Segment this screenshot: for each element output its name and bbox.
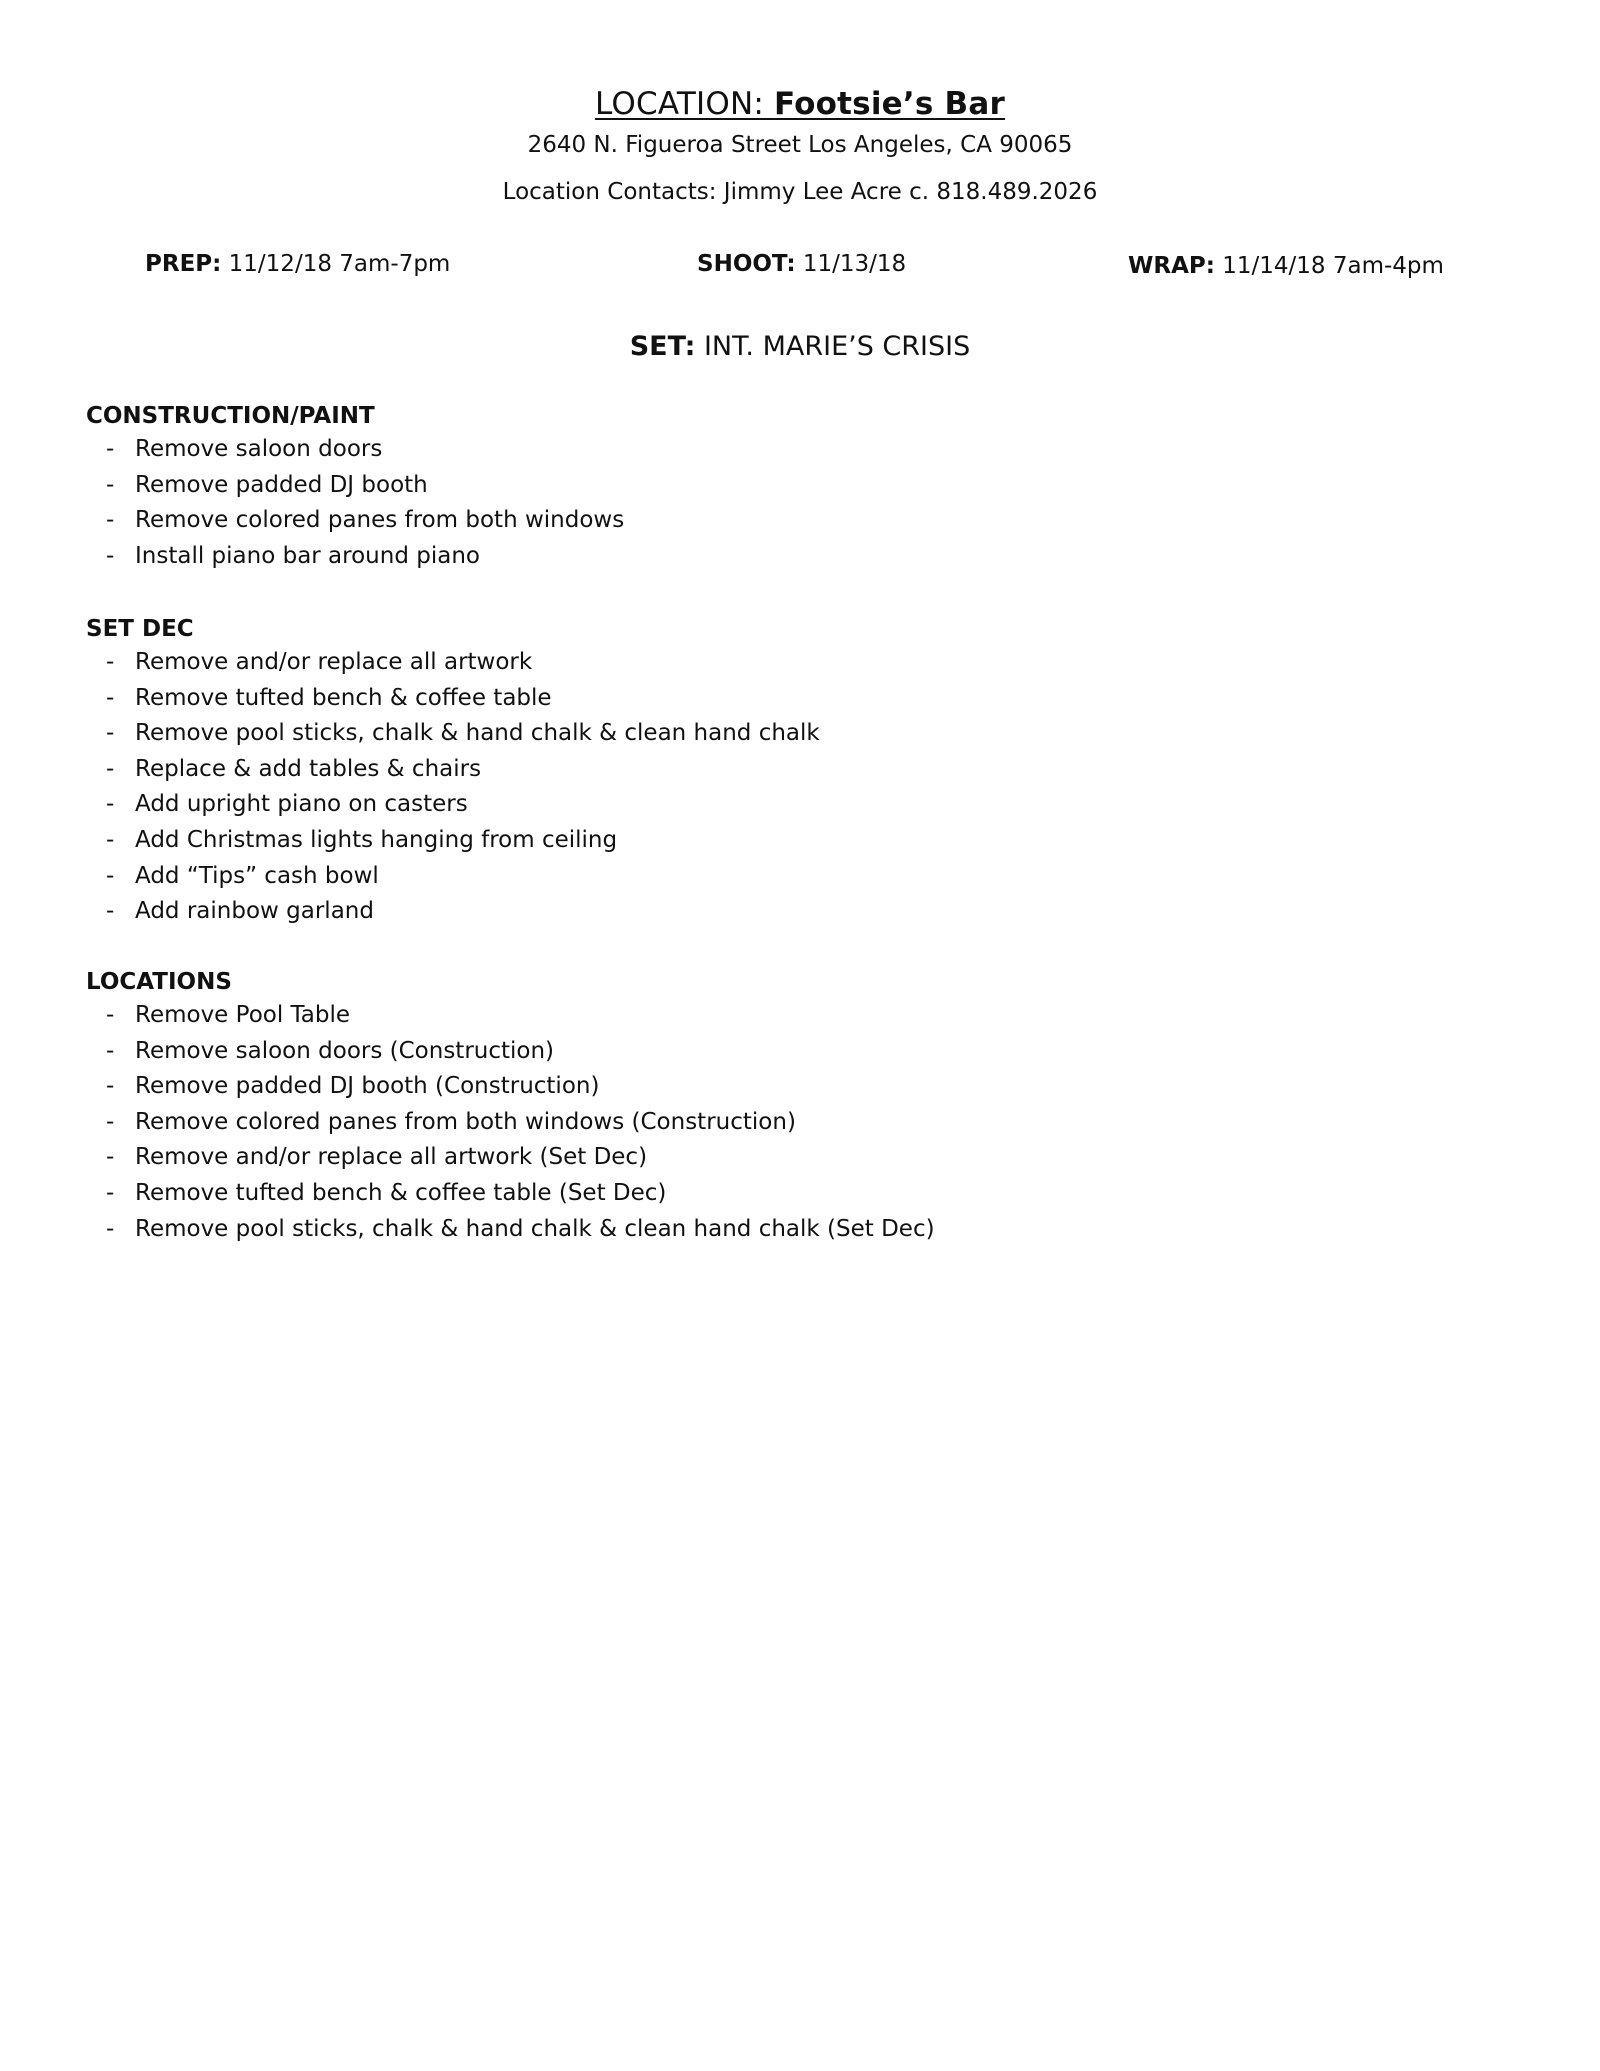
schedule-shoot <box>697 251 906 277</box>
bullet-dash: - <box>106 1215 115 1242</box>
bullet-dash: - <box>106 826 115 853</box>
list-item <box>86 1175 1486 1211</box>
shoot-label: SHOOT: <box>697 251 796 277</box>
location-name: Footsie’s Bar <box>774 86 1005 122</box>
bullet-dash: - <box>106 1073 115 1100</box>
set-label: SET: <box>629 331 696 362</box>
list-item-text: Remove Pool Table <box>135 1002 351 1028</box>
list-item <box>86 1068 1486 1104</box>
list-item <box>86 680 1486 716</box>
list-item <box>86 644 1486 680</box>
list-item-text: Remove padded DJ booth (Construction) <box>135 1073 600 1100</box>
list-item-text: Install piano bar around piano <box>135 542 480 569</box>
list-item <box>86 538 1486 574</box>
location-contacts: Location Contacts: Jimmy Lee Acre c. 818.489.2026 <box>502 179 1098 205</box>
list-item <box>86 1033 1486 1069</box>
bullet-dash: - <box>106 649 115 675</box>
bullet-dash: - <box>106 1179 115 1206</box>
task-list <box>86 997 1486 1246</box>
list-item <box>86 1104 1486 1140</box>
list-item <box>86 502 1486 538</box>
wrap-value: 11/14/18 7am-4pm <box>1222 253 1444 279</box>
list-item <box>86 997 1486 1033</box>
list-item-text: Remove colored panes from both windows <box>135 507 625 534</box>
bullet-dash: - <box>106 898 115 925</box>
shoot-value: 11/13/18 <box>802 251 907 277</box>
schedule-prep <box>145 251 450 277</box>
list-item-text: Remove saloon doors <box>135 436 383 462</box>
bullet-dash: - <box>106 1144 115 1171</box>
bullet-dash: - <box>106 1002 115 1028</box>
list-item-text: Remove padded DJ booth <box>135 471 428 498</box>
list-item-text: Remove and/or replace all artwork <box>135 649 533 675</box>
list-item-text: Remove pool sticks, chalk & hand chalk & clean hand chalk (Set Dec) <box>135 1215 935 1242</box>
prep-label: PREP: <box>145 251 222 277</box>
bullet-dash: - <box>106 542 115 569</box>
bullet-dash: - <box>106 755 115 782</box>
bullet-dash: - <box>106 1108 115 1135</box>
bullet-dash: - <box>106 720 115 747</box>
list-item-text: Remove tufted bench & coffee table (Set Dec) <box>135 1179 667 1206</box>
list-item-text: Remove pool sticks, chalk & hand chalk & clean hand chalk <box>135 720 820 747</box>
list-item-text: Replace & add tables & chairs <box>135 755 482 782</box>
list-item <box>86 467 1486 503</box>
list-item-text: Add rainbow garland <box>135 898 374 925</box>
bullet-dash: - <box>106 684 115 711</box>
list-item <box>86 822 1486 858</box>
location-title-underlined <box>595 86 1005 122</box>
list-item-text: Remove and/or replace all artwork (Set Dec) <box>135 1144 648 1171</box>
list-item <box>86 858 1486 894</box>
bullet-dash: - <box>106 436 115 462</box>
list-item <box>86 786 1486 822</box>
list-item-text: Add upright piano on casters <box>135 791 468 818</box>
wrap-label: WRAP: <box>1128 253 1215 279</box>
list-item-text: Add Christmas lights hanging from ceiling <box>135 826 618 853</box>
schedule-wrap <box>1128 253 1444 279</box>
section-title: SET DEC <box>86 616 194 642</box>
bullet-dash: - <box>106 1037 115 1064</box>
list-item <box>86 893 1486 929</box>
set-heading <box>0 331 1600 362</box>
list-item <box>86 715 1486 751</box>
set-value: INT. MARIE’S CRISIS <box>703 331 971 362</box>
list-item-text: Add “Tips” cash bowl <box>135 862 379 889</box>
list-item <box>86 751 1486 787</box>
list-item-text: Remove saloon doors (Construction) <box>135 1037 555 1064</box>
bullet-dash: - <box>106 471 115 498</box>
list-item-text: Remove tufted bench & coffee table <box>135 684 552 711</box>
task-list <box>86 431 1486 573</box>
list-item-text: Remove colored panes from both windows (Construction) <box>135 1108 796 1135</box>
section-locations <box>86 967 1486 1246</box>
location-title <box>0 86 1600 122</box>
list-item <box>86 431 1486 467</box>
bullet-dash: - <box>106 791 115 818</box>
section-set-dec <box>86 614 1486 929</box>
list-item <box>86 1139 1486 1175</box>
location-prefix: LOCATION: <box>595 86 764 122</box>
section-title: LOCATIONS <box>86 969 232 995</box>
section-title: CONSTRUCTION/PAINT <box>86 403 375 429</box>
section-construction-paint <box>86 401 1486 573</box>
location-address: 2640 N. Figueroa Street Los Angeles, CA 90065 <box>527 132 1073 158</box>
task-list <box>86 644 1486 929</box>
list-item <box>86 1211 1486 1247</box>
prep-value: 11/12/18 7am-7pm <box>228 251 451 277</box>
bullet-dash: - <box>106 507 115 534</box>
bullet-dash: - <box>106 862 115 889</box>
